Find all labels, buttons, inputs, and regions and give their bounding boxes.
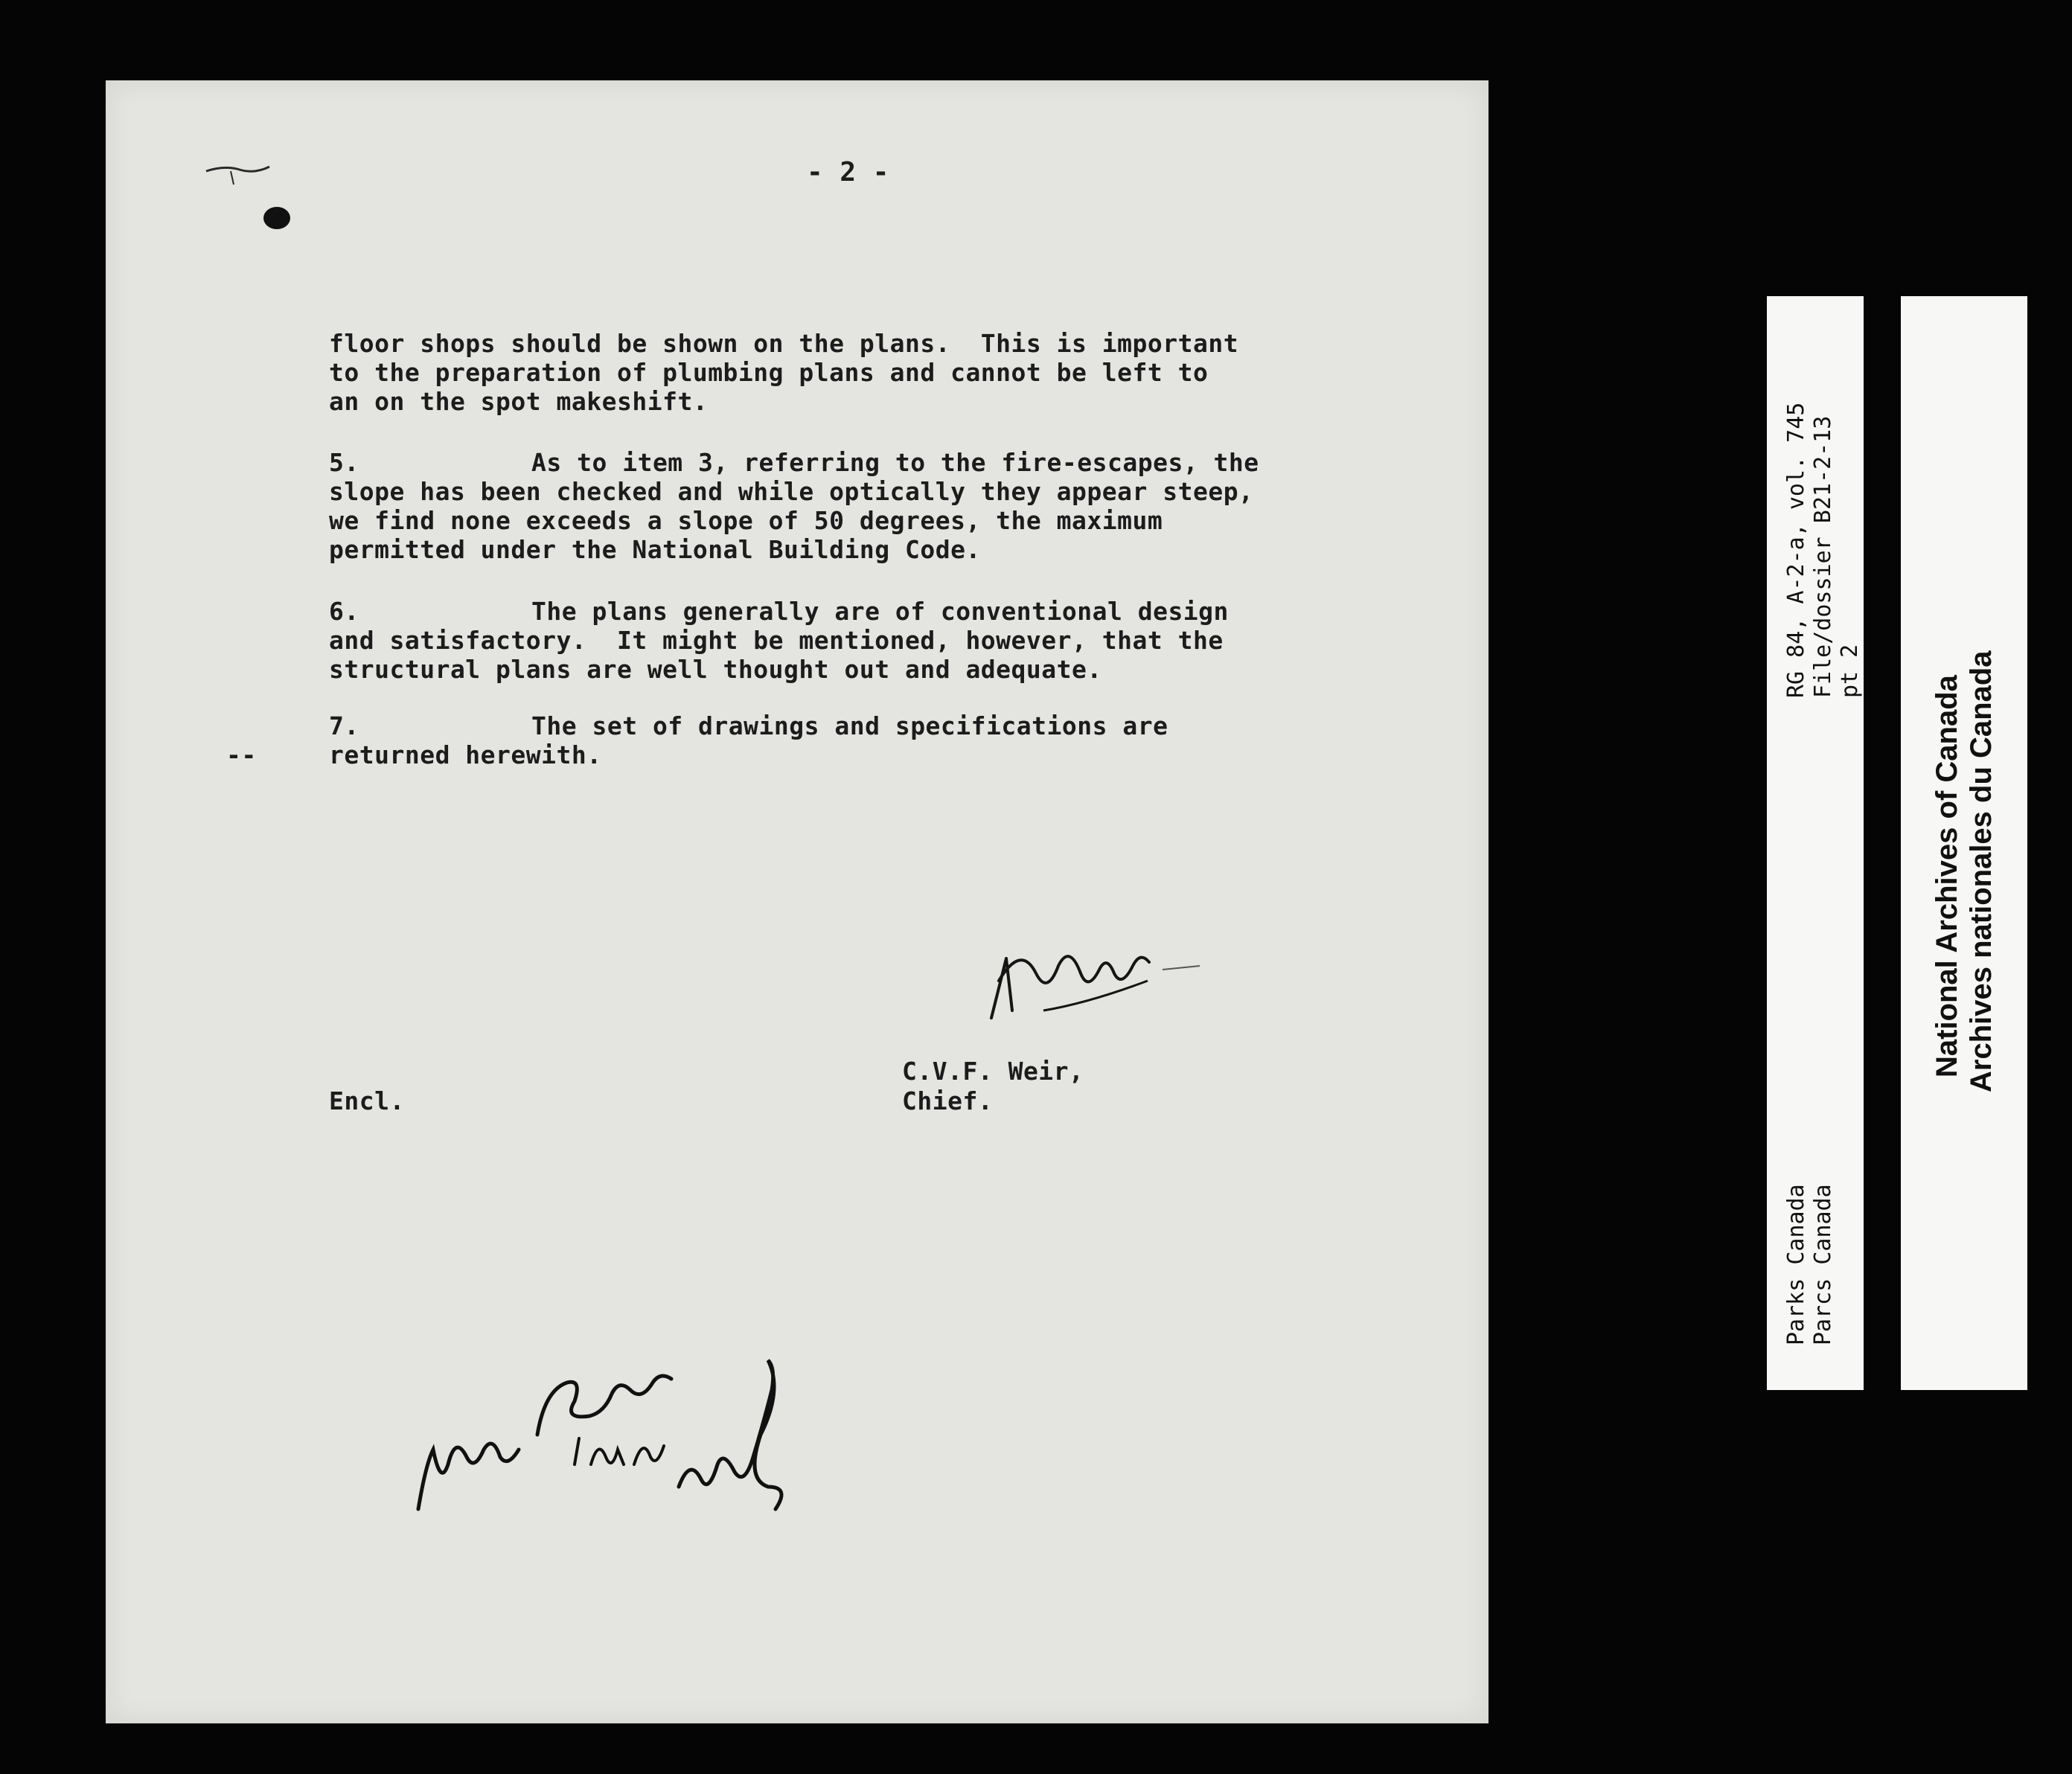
archive-institution-card bbox=[1901, 296, 2027, 1390]
archive-reference-line: File/dossier B21-2-13 bbox=[1810, 415, 1836, 698]
continuation-line: an on the spot makeshift. bbox=[329, 387, 709, 416]
ink-smudge-marks bbox=[195, 155, 314, 244]
archive-reference-line: RG 84, A-2-a, vol. 745 bbox=[1783, 402, 1809, 698]
agency-name-line: Parks Canada bbox=[1783, 1184, 1809, 1345]
enclosure-note: Encl. bbox=[329, 1086, 405, 1115]
paragraph-text: returned herewith. bbox=[329, 740, 602, 769]
signatory-name: C.V.F. Weir, bbox=[902, 1057, 1084, 1086]
paragraph-text: The plans generally are of conventional design bbox=[531, 597, 1229, 626]
handwritten-signature bbox=[976, 899, 1349, 1048]
agency-name-line: Parcs Canada bbox=[1810, 1184, 1836, 1345]
paragraph-text: we find none exceeds a slope of 50 degrees, the maximum bbox=[329, 506, 1163, 535]
continuation-line: to the preparation of plumbing plans and cannot be left to bbox=[329, 358, 1209, 387]
paragraph-number: 7. bbox=[329, 711, 359, 740]
handwritten-routing-note bbox=[396, 1241, 857, 1554]
continuation-line: floor shops should be shown on the plans. This is important bbox=[329, 329, 1239, 358]
archive-reference-card bbox=[1767, 296, 1864, 1390]
signatory-title: Chief. bbox=[902, 1086, 994, 1115]
institution-name-line: Archives nationales du Canada bbox=[1965, 650, 1998, 1092]
page-number: - 2 - bbox=[807, 157, 889, 188]
paragraph-number: 6. bbox=[329, 597, 359, 626]
paragraph-text: permitted under the National Building Code. bbox=[329, 535, 981, 564]
paragraph-number: 5. bbox=[329, 448, 359, 477]
archive-reference-line: pt 2 bbox=[1837, 644, 1863, 698]
paragraph-text: and satisfactory. It might be mentioned, however, that the bbox=[329, 626, 1224, 655]
paragraph-text: slope has been checked and while optically they appear steep, bbox=[329, 477, 1254, 506]
institution-name-line: National Archives of Canada bbox=[1931, 675, 1963, 1077]
margin-mark: -- bbox=[226, 740, 257, 769]
paragraph-text: structural plans are well thought out and adequate. bbox=[329, 655, 1102, 684]
document-page bbox=[106, 80, 1489, 1723]
paragraph-text: The set of drawings and specifications are bbox=[531, 711, 1168, 740]
paragraph-text: As to item 3, referring to the fire-escapes, the bbox=[531, 448, 1259, 477]
